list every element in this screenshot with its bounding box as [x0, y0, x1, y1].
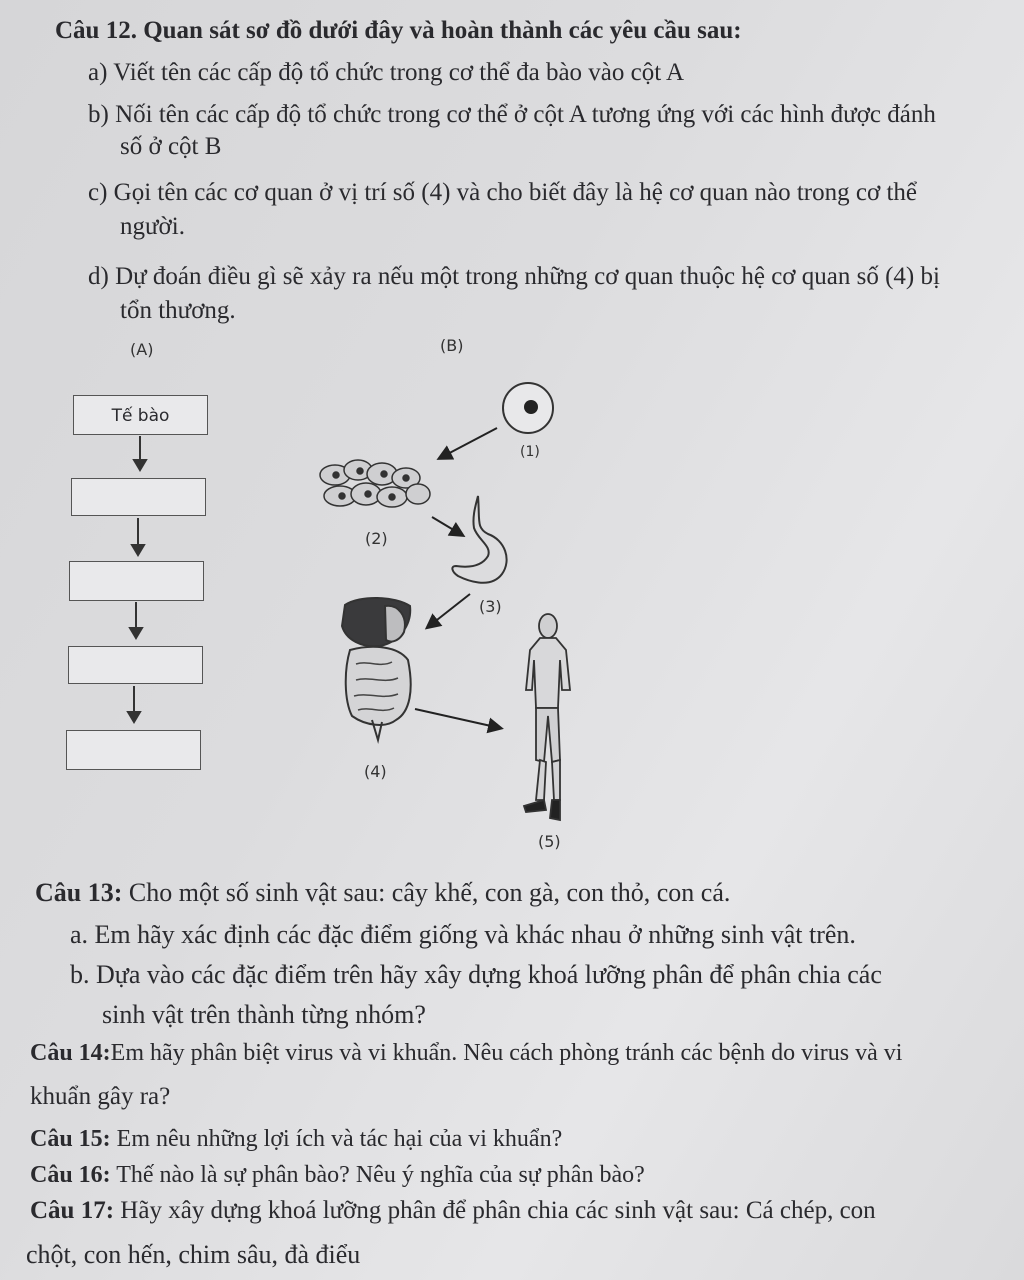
cell-figure: [503, 383, 553, 433]
q13-b-line1: b. Dựa vào các đặc điểm trên hãy xây dựng khoá lưỡng phân để phân chia các: [70, 960, 882, 989]
figure-label-4: (4): [364, 762, 387, 781]
digestive-system-figure: [342, 598, 411, 740]
human-figure: [524, 614, 570, 820]
q17-number: Câu 17:: [30, 1197, 115, 1224]
figure-label-1: (1): [520, 444, 540, 460]
arrow-1-to-2: [440, 428, 497, 458]
q16: [30, 1160, 645, 1190]
q12-d-line2: tổn thương.: [120, 297, 236, 324]
q13-text: Cho một số sinh vật sau: cây khế, con gà, con thỏ, con cá.: [122, 878, 731, 907]
column-b-label: (B): [440, 336, 464, 355]
q13-b-line2: sinh vật trên thành từng nhóm?: [102, 1000, 426, 1029]
q12-b-line1: b) Nối tên các cấp độ tổ chức trong cơ thể ở cột A tương ứng với các hình được đánh: [88, 101, 936, 128]
q12-d-line1: d) Dự đoán điều gì sẽ xảy ra nếu một trong những cơ quan thuộc hệ cơ quan số (4) bị: [88, 263, 940, 290]
q12-c-line1: c) Gọi tên các cơ quan ở vị trí số (4) và cho biết đây là hệ cơ quan nào trong cơ thể: [88, 179, 917, 206]
q17-line1: [30, 1196, 876, 1226]
q12-b-line2: số ở cột B: [120, 133, 222, 160]
q16-number: Câu 16:: [30, 1162, 111, 1188]
q13-intro: [35, 878, 730, 908]
q16-text: Thế nào là sự phân bào? Nêu ý nghĩa của sự phân bào?: [110, 1162, 645, 1188]
q12-title: Câu 12. Quan sát sơ đồ dưới đây và hoàn thành các yêu cầu sau:: [55, 17, 742, 44]
q17-text1: Hãy xây dựng khoá lưỡng phân để phân chia các sinh vật sau: Cá chép, con: [114, 1197, 876, 1224]
arrow-4-to-5: [415, 709, 500, 728]
tissue-figure: [320, 460, 430, 507]
q15-text: Em nêu những lợi ích và tác hại của vi khuẩn?: [110, 1126, 563, 1152]
level-box-cell-label: Tế bào: [111, 406, 170, 426]
figure-label-3: (3): [479, 597, 502, 616]
arrow-2-to-3: [432, 517, 462, 535]
q14-line2: khuẩn gây ra?: [30, 1083, 171, 1110]
figure-label-5: (5): [538, 832, 561, 851]
figure-label-2: (2): [365, 529, 388, 548]
q14-line1: [30, 1038, 902, 1068]
q12-a: a) Viết tên các cấp độ tổ chức trong cơ thể đa bào vào cột A: [88, 59, 685, 86]
q17-line2: chột, con hến, chim sâu, đà điểu: [26, 1240, 361, 1269]
q12-c-line2: người.: [120, 213, 185, 240]
q14-text1: Em hãy phân biệt virus và vi khuẩn. Nêu cách phòng tránh các bệnh do virus và vi: [110, 1040, 903, 1066]
q15-number: Câu 15:: [30, 1126, 111, 1152]
stomach-figure: [452, 496, 506, 583]
q13-a: a. Em hãy xác định các đặc điểm giống và khác nhau ở những sinh vật trên.: [70, 920, 856, 949]
column-a-label: (A): [130, 340, 154, 359]
q15: [30, 1124, 562, 1154]
q13-number: Câu 13:: [35, 878, 123, 907]
q14-number: Câu 14:: [30, 1040, 111, 1066]
column-a-arrows: [128, 436, 146, 722]
arrow-3-to-4: [428, 594, 470, 627]
